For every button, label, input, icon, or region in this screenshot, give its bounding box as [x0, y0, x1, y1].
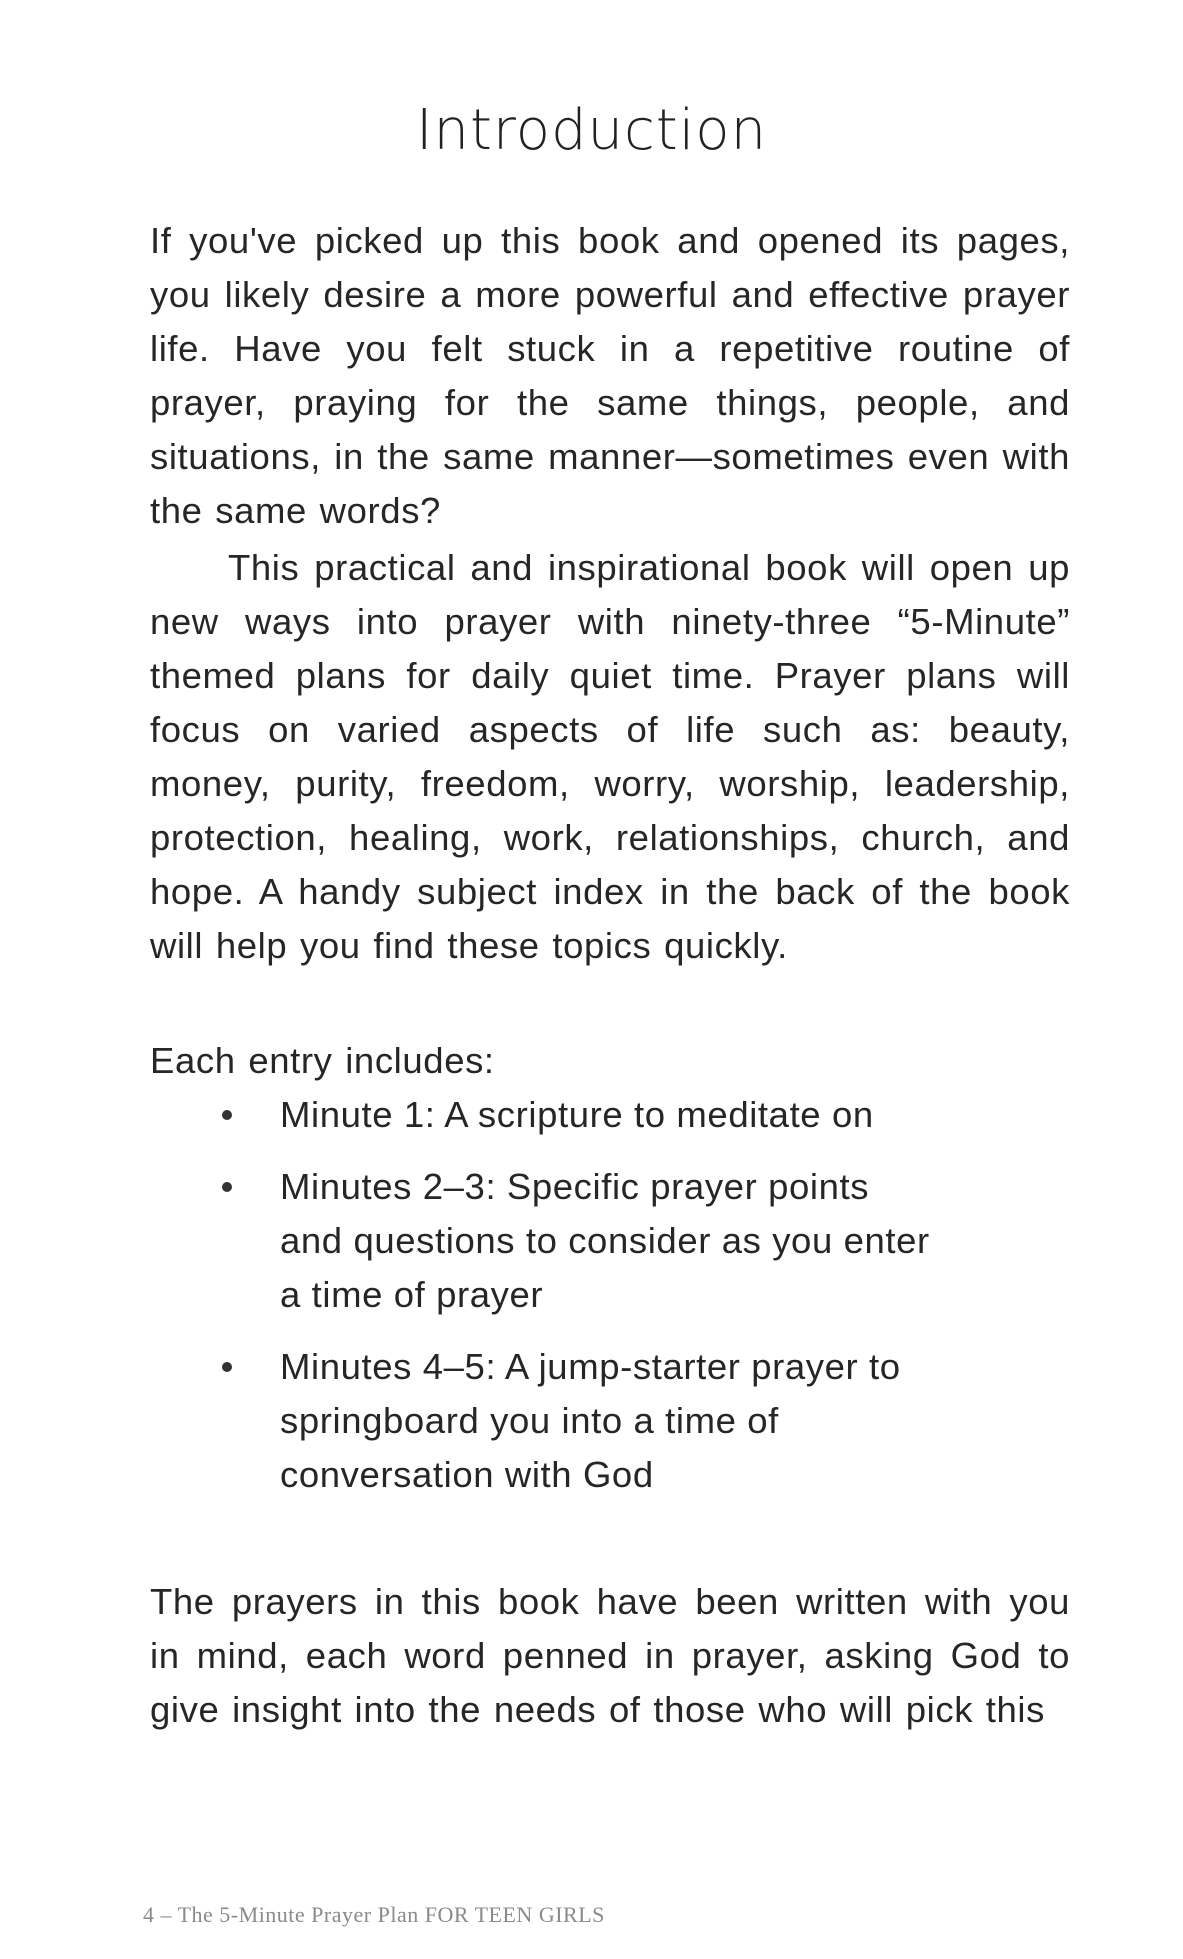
list-item-text: Minutes 2–3: Specific prayer points and questions to consider as you enter a time of prayer [280, 1166, 930, 1315]
bullet-icon [222, 1110, 232, 1120]
paragraph-text: This practical and inspirational book will open up new ways into prayer with ninety-three “5-Minute” themed plans for daily quiet time. Prayer plans will focus on varied aspects of life such as: beauty, money, purity, freedom, worry, worship, leadership, protection, healing, work, relationships, church, and hope. A handy subject index in the back of the book will help you find these topics quickly. [150, 547, 1070, 966]
page-footer: 4 – The 5-Minute Prayer Plan FOR TEEN GIRLS [143, 1902, 605, 1927]
entry-includes-heading [150, 1034, 1070, 1088]
list-item-text: Minutes 4–5: A jump-starter prayer to springboard you into a time of conversation with God [280, 1346, 901, 1495]
bullet-icon [222, 1182, 232, 1192]
intro-paragraph-closing [150, 1575, 1070, 1737]
paragraph-text: The prayers in this book have been written with you in mind, each word penned in prayer, asking God to give insight into the needs of those who will pick this [150, 1581, 1070, 1730]
list-item [150, 1160, 930, 1322]
intro-paragraph-1 [150, 214, 1070, 538]
page-title: Introduction [415, 98, 768, 163]
intro-paragraph-2 [150, 541, 1070, 973]
bullet-icon [222, 1362, 232, 1372]
entry-includes-list [150, 1088, 1050, 1520]
paragraph-text: If you've picked up this book and opened its pages, you likely desire a more powerful and effective prayer life. Have you felt stuck in a repetitive routine of prayer, praying for the same things, people, and situations, in the same manner—sometimes even with the same words? [150, 220, 1070, 531]
paragraph-text: Each entry includes: [150, 1040, 495, 1081]
list-item [150, 1088, 930, 1142]
list-item-text: Minute 1: A scripture to meditate on [280, 1094, 874, 1135]
list-item [150, 1340, 930, 1502]
